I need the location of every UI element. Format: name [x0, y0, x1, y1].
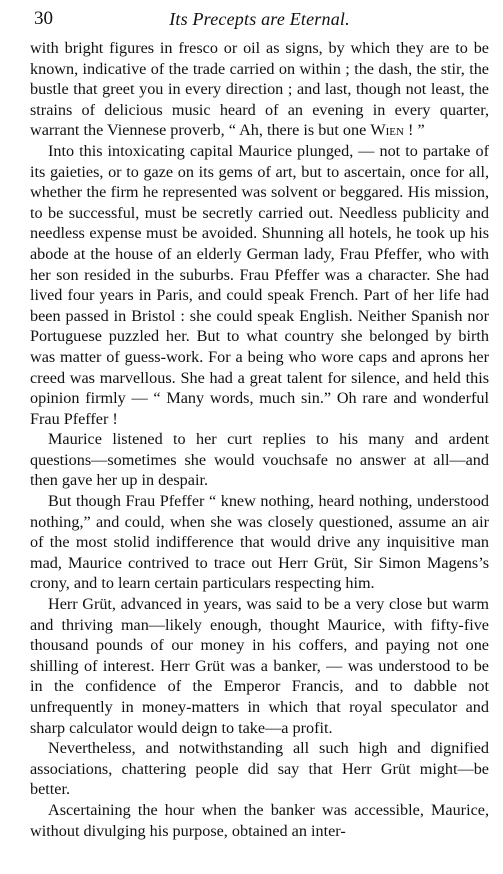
paragraph-text-end: ! ”	[403, 121, 425, 140]
paragraph: But though Frau Pfeffer “ knew nothing, heard nothing, understood nothing,” and could, when she was closely questioned, assume an air of the most stolid indifference that would drive any inquisitive man mad, Maurice contrived to trace out Herr Grüt, Sir Simon Magens’s crony, and to learn certain particulars respecting him.	[30, 492, 489, 593]
paragraph: Nevertheless, and notwithstanding all such high and dignified associations, chattering people did say that Herr Grüt might—be better.	[30, 739, 489, 799]
page-number: 30	[34, 8, 53, 29]
running-head	[30, 4, 489, 38]
paragraph: Herr Grüt, advanced in years, was said to be a very close but warm and thriving man—likely enough, thought Maurice, with fifty-five thousand pounds of our money in his coffers, and paying not one shilling of interest. Herr Grüt was a banker, — was understood to be in the confidence of the Emperor Francis, and to dabble not unfrequently in money-matters in which that royal speculator and sharp calculator would deign to take—a profit.	[30, 595, 489, 737]
small-caps-word: Wien	[370, 121, 404, 140]
body-text	[30, 38, 489, 841]
paragraph-text: with bright figures in fresco or oil as signs, by which they are to be known, indicative of the trade carried on within ; the dash, the stir, the bustle that greet you in every direction ; and last, though not least, the strains of delicious music heard of an evening in every quarter, warrant the Viennese proverb, “ Ah, there is but one	[30, 39, 489, 140]
running-header-title: Its Precepts are Eternal.	[169, 9, 350, 29]
paragraph: Into this intoxicating capital Maurice plunged, — not to partake of its gaieties, or to gaze on its gems of art, but to ascertain, once for all, whether the firm he represented was solvent or beggared. His mission, to be successful, must be secretly carried out. Needless publicity and needless expense must be avoided. Shunning all hotels, he took up his abode at the house of an elderly German lady, Frau Pfeffer, who with her son resided in the suburbs. Frau Pfeffer was a character. She had lived four years in Paris, and could speak French. Part of her life had been passed in Bristol : she could speak English. Neither Spanish nor Portuguese puzzled her. But to what country she belonged by birth was matter of guess-work. For a being who wore caps and aprons her creed was marvellous. She had a great talent for silence, and held this opinion firmly — “ Many words, much sin.” Oh rare and wonderful Frau Pfeffer !	[30, 141, 489, 428]
paragraph: Ascertaining the hour when the banker was accessible, Maurice, without divulging his purpose, obtained an inter-	[30, 800, 489, 840]
paragraph: Maurice listened to her curt replies to his many and ardent questions—sometimes she would vouchsafe no answer at all—and then gave her up in despair.	[30, 430, 489, 490]
paragraph-continuation	[30, 38, 489, 141]
